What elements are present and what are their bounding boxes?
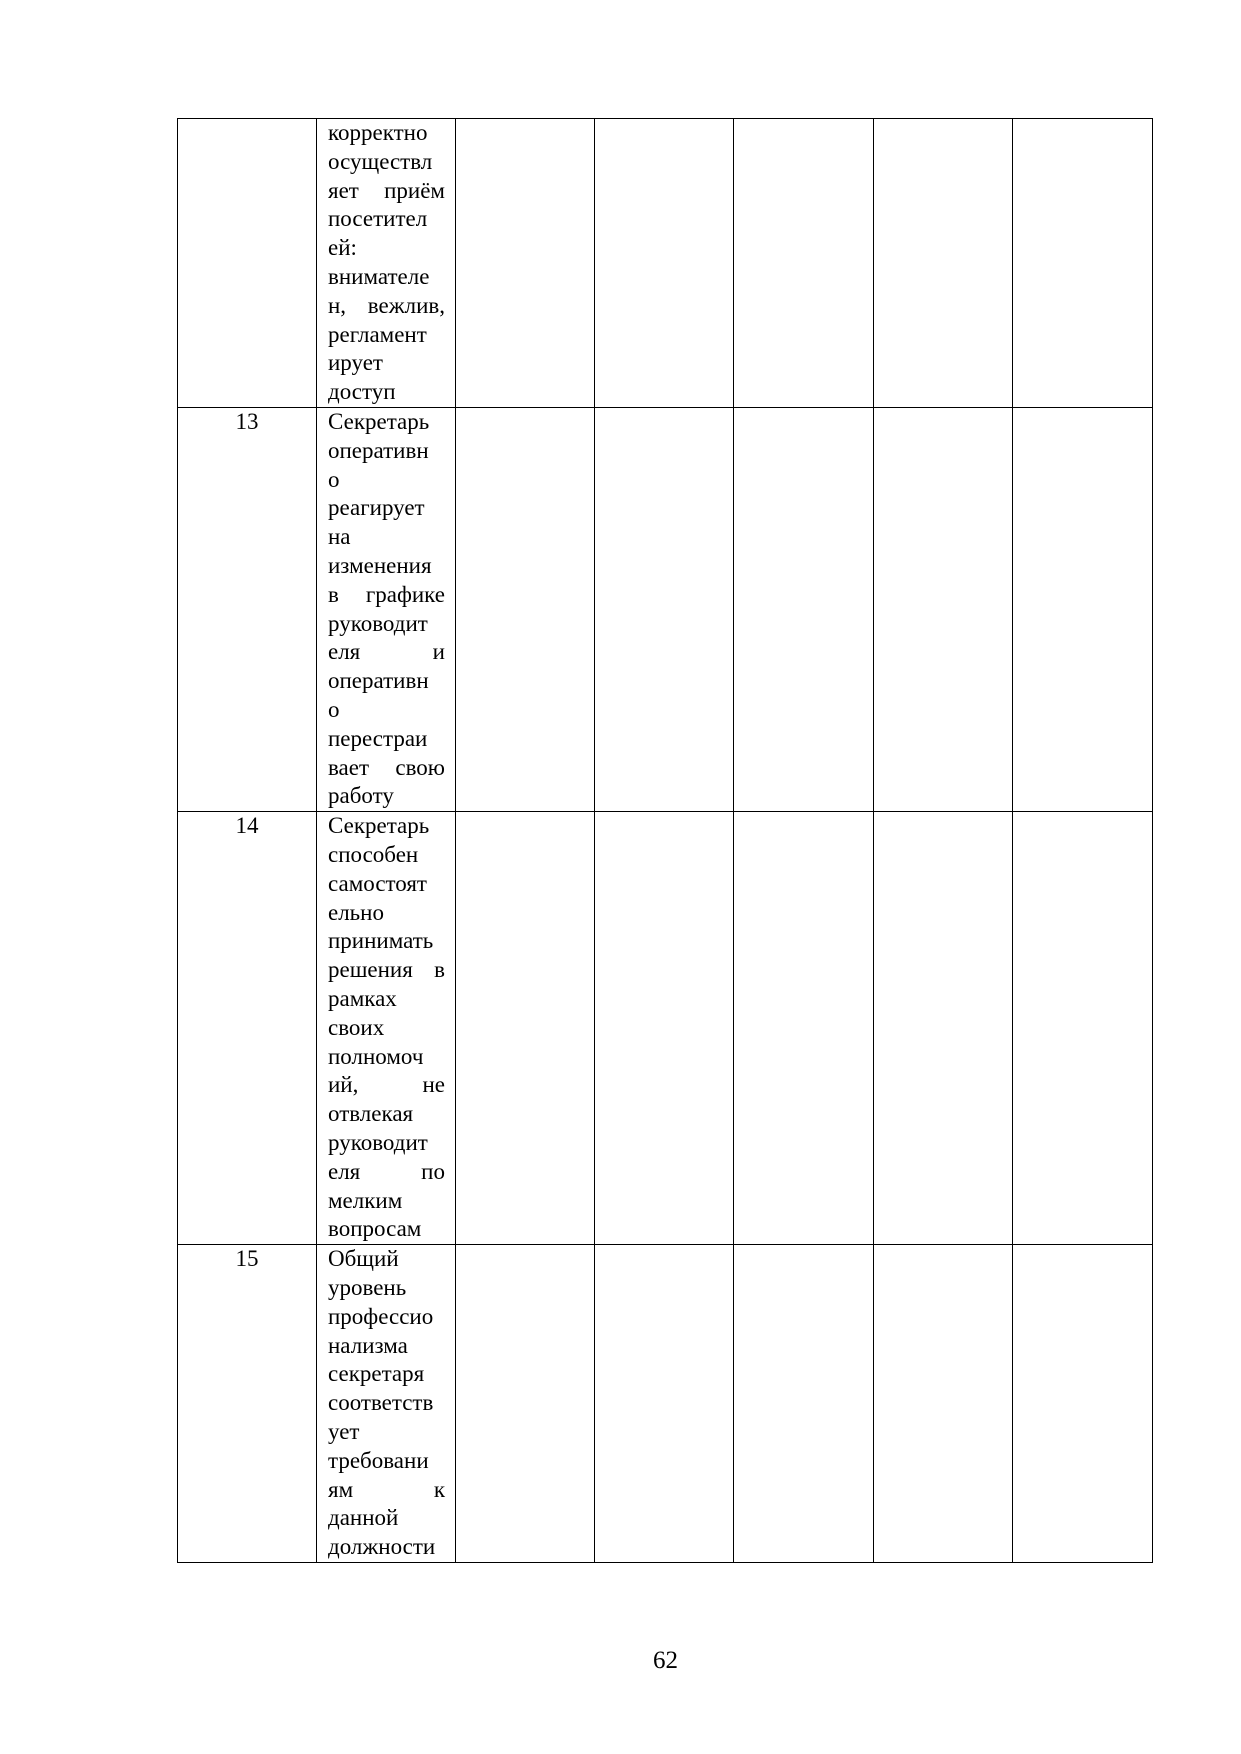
empty-score-cell [456,408,595,812]
criterion-text-line: профессио [328,1303,434,1329]
empty-score-cell [874,408,1013,812]
criterion-text-line: самостоят [328,870,427,896]
criterion-text-line: ирует [328,350,383,376]
criterion-text-line: еля и [328,639,445,665]
criterion-text-line: секретаря [328,1361,425,1387]
empty-score-cell [874,119,1013,408]
row-number: 13 [178,408,317,812]
criterion-text [317,408,456,812]
empty-score-cell [1013,812,1153,1245]
empty-score-cell [734,812,874,1245]
empty-score-cell [595,1245,734,1563]
criterion-text-line: еля по [328,1158,445,1184]
criterion-text-line: полномоч [328,1043,424,1069]
criterion-text-line: принимать [328,928,434,954]
criterion-text-line: оперативн [328,668,429,694]
empty-score-cell [1013,119,1153,408]
criterion-text-line: должности [328,1534,436,1560]
criterion-text-line: регламент [328,321,427,347]
criterion-text-line: вает свою [328,754,445,780]
criterion-text-line: требовани [328,1447,429,1473]
criterion-text-line: данной [328,1505,399,1531]
criterion-text-line: Секретарь [328,409,430,434]
criterion-text-line: изменения [328,552,432,578]
criteria-table [177,118,1153,1563]
criterion-text-line: ям к [328,1476,445,1502]
criterion-text-line: отвлекая [328,1101,414,1127]
criterion-text-line: работу [328,783,394,809]
criterion-text-line: нализма [328,1332,408,1358]
empty-score-cell [595,408,734,812]
criterion-text-line: перестраи [328,725,428,751]
row-number: 15 [178,1245,317,1563]
criterion-text-line: в графике [328,581,445,607]
table-row [178,408,1153,812]
criterion-text-line: оперативн [328,437,429,463]
criterion-text-line: вопросам [328,1216,422,1242]
criterion-text-line: своих [328,1014,385,1040]
criterion-text-line: реагирует [328,495,425,521]
criterion-text-line: яет приём [328,177,445,203]
criterion-text-line: ует [328,1418,360,1444]
criterion-text-line: способен [328,841,419,867]
empty-score-cell [874,812,1013,1245]
criterion-text-line: внимателе [328,263,430,289]
page-number: 62 [653,1647,678,1674]
criterion-text [317,1245,456,1563]
criterion-text-line: о [328,696,340,722]
criterion-text-line: руководит [328,610,428,636]
table-row [178,812,1153,1245]
empty-score-cell [1013,1245,1153,1563]
criterion-text-line: ий, не [328,1072,445,1098]
table-row [178,1245,1153,1563]
criterion-text-line: корректно [328,120,428,145]
criterion-text [317,812,456,1245]
empty-score-cell [874,1245,1013,1563]
empty-score-cell [595,812,734,1245]
empty-score-cell [1013,408,1153,812]
criterion-text-line: ельно [328,899,384,925]
empty-score-cell [456,812,595,1245]
criterion-text-line: Секретарь [328,813,430,839]
criterion-text-line: мелким [328,1187,403,1213]
empty-score-cell [734,408,874,812]
criterion-text [317,119,456,408]
criterion-text-line: ей: [328,235,357,261]
criterion-text-line: осуществл [328,148,433,174]
criterion-text-line: соответств [328,1390,434,1416]
table-row [178,119,1153,408]
criterion-text-line: Общий [328,1246,399,1272]
criterion-text-line: н, вежлив, [328,292,445,318]
row-number: 14 [178,812,317,1245]
criterion-text-line: посетител [328,206,428,232]
empty-score-cell [734,1245,874,1563]
criterion-text-line: руководит [328,1129,428,1155]
empty-score-cell [595,119,734,408]
criterion-text-line: доступ [328,379,396,405]
criterion-text-line: о [328,466,340,492]
criterion-text-line: на [328,524,351,550]
criterion-text-line: решения в [328,957,445,983]
row-number [178,119,317,408]
empty-score-cell [734,119,874,408]
empty-score-cell [456,1245,595,1563]
criterion-text-line: рамках [328,985,397,1011]
empty-score-cell [456,119,595,408]
criterion-text-line: уровень [328,1274,407,1300]
